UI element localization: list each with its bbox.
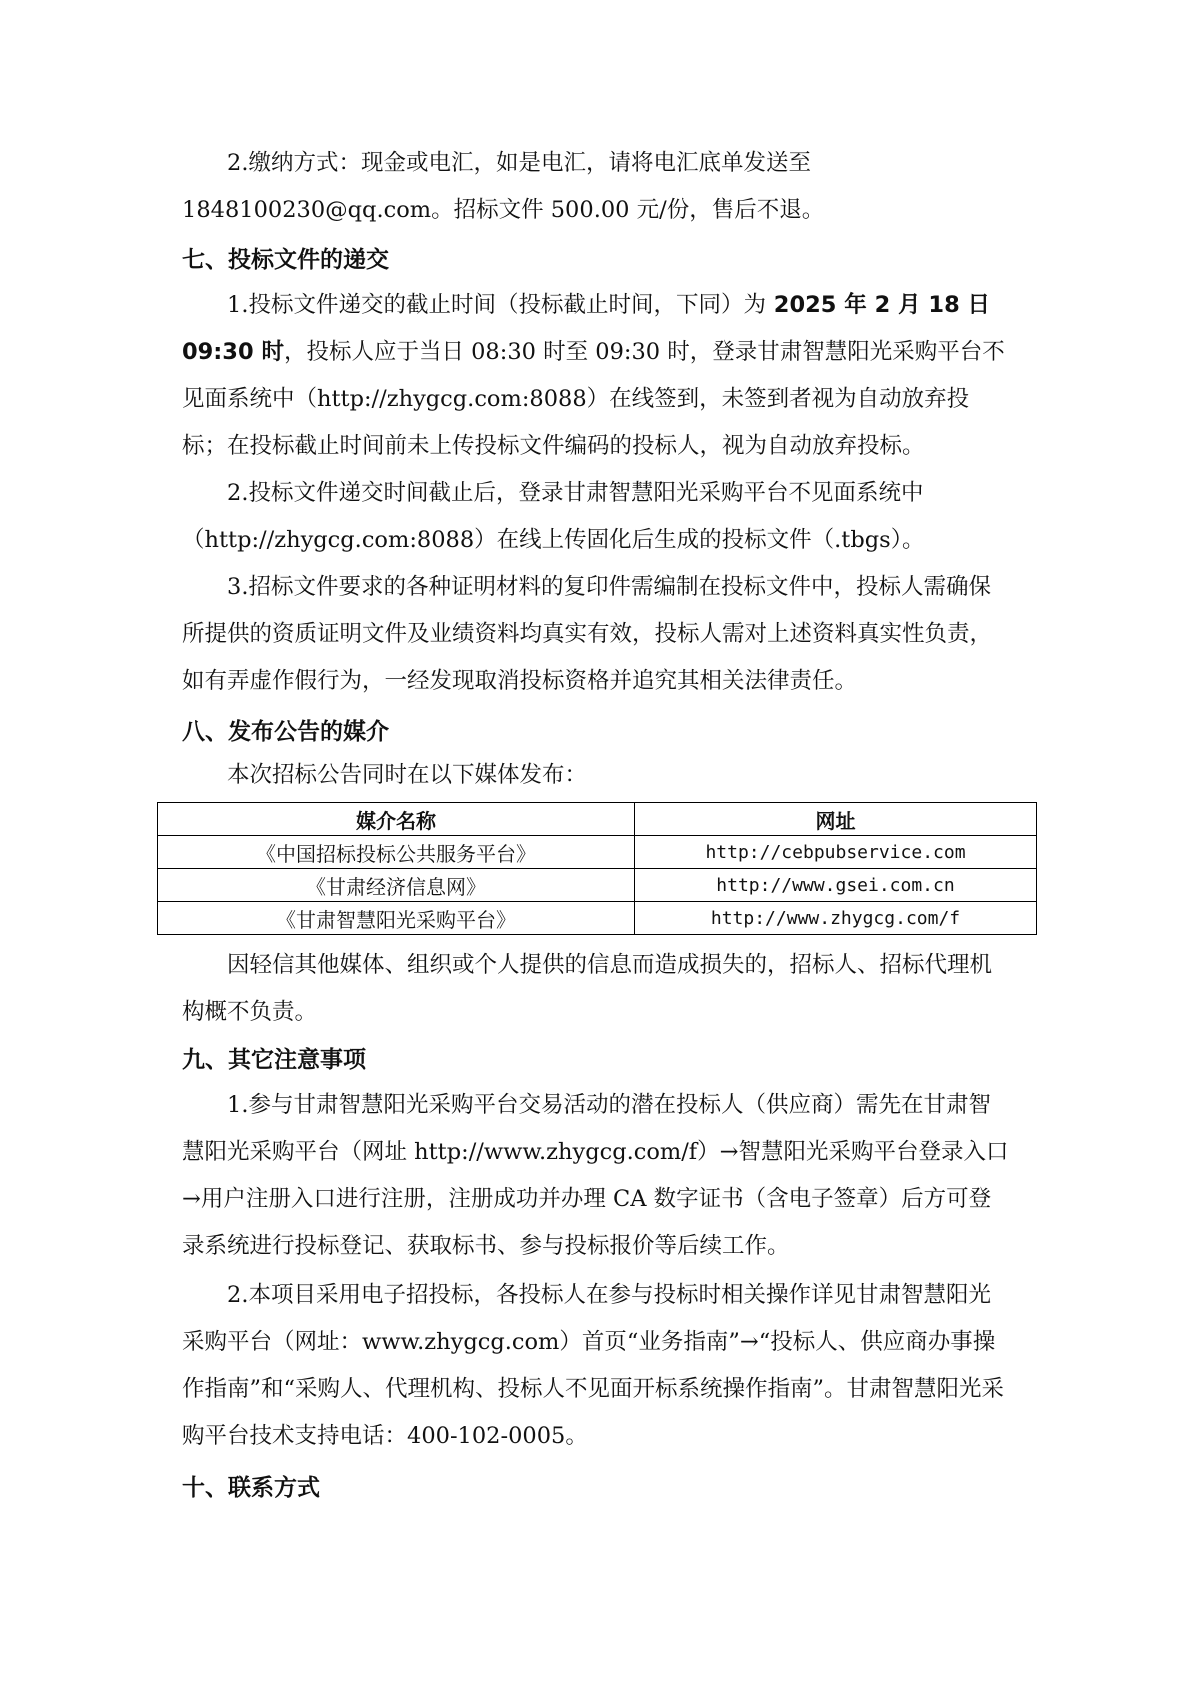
deadline-date: 2025 年 2 月 18 日 [765,292,991,318]
section-9-paragraph-1: 1.参与甘肃智慧阳光采购平台交易活动的潜在投标人（供应商）需先在甘肃智慧阳光采购平台（网址 http://www.zhygcg.com/f）→智慧阳光采购平台登录入口→用户注册入口进行注册，注册成功并办理 CA 数字证书（含电子签章）后方可登录系统进行投标登记、获取标书、参与投标报价等后续工作。 [182,1092,1009,1259]
table-row [158,836,1037,869]
section-7-paragraph-1 [182,282,1012,470]
section-7-heading: 七、投标文件的递交 [182,247,389,273]
media-url-cell: http://cebpubservice.com [635,836,1037,869]
payment-method-line1: 2.缴纳方式：现金或电汇，如是电汇，请将电汇底单发送至 [227,150,811,176]
header-url: 网址 [635,803,1037,836]
table-row [158,902,1037,935]
section-9-paragraph-2: 2.本项目采用电子招投标，各投标人在参与投标时相关操作详见甘肃智慧阳光采购平台（网址：www.zhygcg.com）首页“业务指南”→“投标人、供应商办事操作指南”和“采购人、代理机构、投标人不见面开标系统操作指南”。甘肃智慧阳光采购平台技术支持电话：400-102-0005。 [182,1282,1005,1449]
disclaimer-note: 因轻信其他媒体、组织或个人提供的信息而造成损失的，招标人、招标代理机构概不负责。 [182,952,993,1025]
section-9-heading: 九、其它注意事项 [182,1047,366,1073]
media-url-cell: http://www.gsei.com.cn [635,869,1037,902]
media-name-cell: 《甘肃经济信息网》 [158,869,635,902]
media-name-cell: 《甘肃智慧阳光采购平台》 [158,902,635,935]
header-media-name: 媒介名称 [158,803,635,836]
table-row [158,869,1037,902]
deadline-time: 09:30 时 [182,339,284,365]
media-intro: 本次招标公告同时在以下媒体发布： [227,762,588,788]
media-name-cell: 《中国招标投标公共服务平台》 [158,836,635,869]
media-url-cell: http://www.zhygcg.com/f [635,902,1037,935]
media-table [157,802,1037,935]
deadline-text-rest: ，投标人应于当日 08:30 时至 09:30 时，登录甘肃智慧阳光采购平台不见面系统中（http://zhygcg.com:8088）在线签到，未签到者视为自动放弃投标；在投标截止时间前未上传投标文件编码的投标人，视为自动放弃投标。 [182,339,1005,459]
section-8-heading: 八、发布公告的媒介 [182,719,389,745]
section-7-paragraph-3: 3.招标文件要求的各种证明材料的复印件需编制在投标文件中，投标人需确保所提供的资质证明文件及业绩资料均真实有效，投标人需对上述资料真实性负责，如有弄虚作假行为，一经发现取消投标资格并追究其相关法律责任。 [182,574,993,694]
deadline-text-start: 1.投标文件递交的截止时间（投标截止时间，下同）为 [227,292,766,318]
table-header-row [158,803,1037,836]
payment-method-line2: 1848100230@qq.com。招标文件 500.00 元/份，售后不退。 [182,197,825,223]
section-10-heading: 十、联系方式 [182,1475,320,1501]
section-7-paragraph-2: 2.投标文件递交时间截止后，登录甘肃智慧阳光采购平台不见面系统中（http://zhygcg.com:8088）在线上传固化后生成的投标文件（.tbgs）。 [182,480,925,553]
